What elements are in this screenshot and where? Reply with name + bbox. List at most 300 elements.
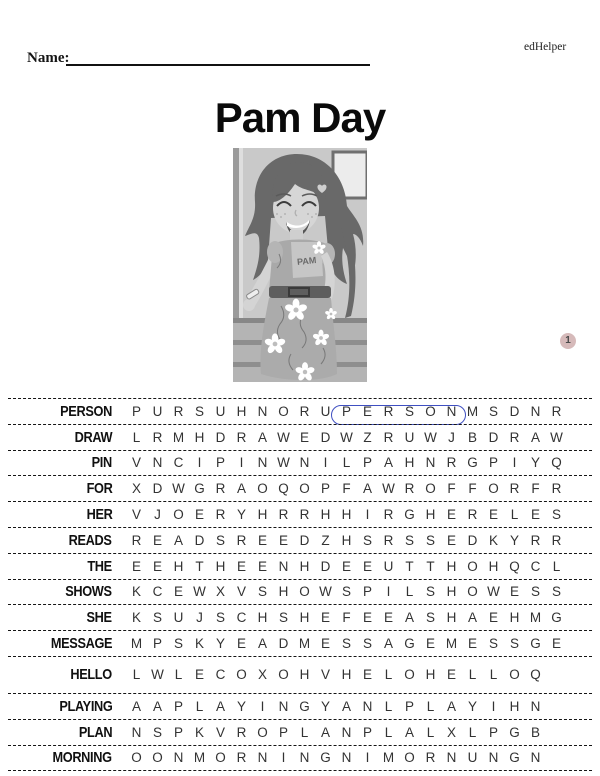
word-label: PIN xyxy=(91,454,112,472)
grid-letter: H xyxy=(446,610,457,626)
grid-letter: E xyxy=(299,429,309,445)
grid-letter: O xyxy=(278,403,289,419)
grid-letter: X xyxy=(257,667,267,683)
grid-letter: D xyxy=(320,429,331,445)
grid-letter: P xyxy=(341,403,351,419)
word-search-row xyxy=(8,450,592,476)
grid-letter: E xyxy=(551,636,561,652)
grid-letter: Y xyxy=(215,636,225,652)
grid-letter: I xyxy=(260,698,265,714)
grid-letter: A xyxy=(530,429,540,445)
grid-letter: I xyxy=(323,455,328,471)
grid-letter: H xyxy=(425,507,436,523)
grid-letter: W xyxy=(151,667,164,683)
grid-letter: L xyxy=(384,724,393,740)
grid-letter: N xyxy=(278,698,289,714)
grid-letter: L xyxy=(468,667,477,683)
letter-grid-row xyxy=(126,481,567,496)
grid-letter: P xyxy=(131,403,141,419)
grid-letter: N xyxy=(446,403,457,419)
grid-letter: V xyxy=(215,724,225,740)
grid-letter: Y xyxy=(530,455,540,471)
grid-letter: E xyxy=(488,610,498,626)
grid-letter: O xyxy=(131,750,142,766)
grid-letter: R xyxy=(509,429,520,445)
word-label: SHE xyxy=(86,609,112,627)
grid-letter: N xyxy=(341,750,352,766)
grid-letter: S xyxy=(425,584,435,600)
grid-letter: G xyxy=(299,698,310,714)
grid-letter: U xyxy=(404,429,415,445)
grid-letter: O xyxy=(404,667,415,683)
grid-letter: N xyxy=(488,750,499,766)
grid-letter: W xyxy=(550,429,563,445)
grid-letter: L xyxy=(384,667,393,683)
grid-letter: E xyxy=(173,584,183,600)
word-label: MESSAGE xyxy=(50,635,112,653)
letter-grid-row xyxy=(126,584,567,599)
grid-letter: A xyxy=(383,636,393,652)
letter-grid-row xyxy=(126,750,546,765)
grid-letter: O xyxy=(152,750,163,766)
grid-letter: V xyxy=(131,507,141,523)
word-label: HER xyxy=(86,506,112,524)
grid-letter: U xyxy=(215,403,226,419)
grid-letter: E xyxy=(152,532,162,548)
grid-letter: E xyxy=(446,507,456,523)
grid-letter: S xyxy=(341,636,351,652)
grid-letter: F xyxy=(447,481,456,497)
letter-grid-row xyxy=(126,725,546,740)
page-number-badge: 1 xyxy=(560,333,576,349)
grid-letter: E xyxy=(446,667,456,683)
grid-letter: P xyxy=(320,481,330,497)
grid-letter: M xyxy=(130,636,143,652)
grid-letter: P xyxy=(488,455,498,471)
word-search-row xyxy=(8,501,592,527)
word-search-row xyxy=(8,398,592,424)
word-label: SHOWS xyxy=(65,583,112,601)
grid-letter: R xyxy=(404,481,415,497)
grid-letter: H xyxy=(257,507,268,523)
grid-letter: L xyxy=(510,507,519,523)
word-search-row xyxy=(8,693,592,719)
grid-letter: S xyxy=(551,584,561,600)
grid-letter: O xyxy=(173,507,184,523)
grid-letter: D xyxy=(152,481,163,497)
grid-letter: S xyxy=(530,584,540,600)
word-search-row xyxy=(8,424,592,450)
grid-letter: S xyxy=(215,532,225,548)
name-label: Name: xyxy=(27,50,70,66)
grid-letter: P xyxy=(404,698,414,714)
grid-letter: M xyxy=(298,636,311,652)
grid-letter: J xyxy=(448,429,455,445)
grid-letter: S xyxy=(362,532,372,548)
grid-letter: P xyxy=(362,724,372,740)
dress-name-text: PAM xyxy=(296,255,317,268)
grid-letter: D xyxy=(488,429,499,445)
name-line xyxy=(66,47,370,66)
grid-letter: O xyxy=(509,667,520,683)
grid-letter: O xyxy=(236,667,247,683)
grid-letter: O xyxy=(425,481,436,497)
grid-letter: E xyxy=(362,558,372,574)
grid-letter: E xyxy=(278,532,288,548)
grid-letter: A xyxy=(131,698,141,714)
grid-letter: N xyxy=(530,750,541,766)
grid-letter: E xyxy=(236,558,246,574)
grid-letter: R xyxy=(551,403,562,419)
grid-letter: M xyxy=(529,610,542,626)
grid-letter: R xyxy=(278,507,289,523)
grid-letter: W xyxy=(277,455,290,471)
grid-letter: R xyxy=(215,481,226,497)
grid-letter: F xyxy=(531,481,540,497)
grid-letter: K xyxy=(131,584,141,600)
grid-letter: N xyxy=(173,750,184,766)
grid-letter: L xyxy=(489,667,498,683)
grid-letter: K xyxy=(488,532,498,548)
grid-letter: U xyxy=(320,403,331,419)
word-search-row xyxy=(8,553,592,579)
grid-letter: P xyxy=(278,724,288,740)
grid-letter: N xyxy=(530,698,541,714)
letter-grid-row xyxy=(126,430,567,445)
grid-letter: R xyxy=(236,429,247,445)
grid-letter: O xyxy=(257,481,268,497)
grid-letter: E xyxy=(362,667,372,683)
grid-letter: D xyxy=(299,532,310,548)
grid-letter: S xyxy=(194,403,204,419)
grid-letter: L xyxy=(426,724,435,740)
letter-grid-row xyxy=(126,455,567,470)
grid-letter: I xyxy=(491,698,496,714)
grid-letter: S xyxy=(425,532,435,548)
grid-letter: V xyxy=(320,667,330,683)
grid-letter: F xyxy=(342,481,351,497)
grid-letter: I xyxy=(281,750,286,766)
grid-letter: E xyxy=(488,507,498,523)
grid-letter: H xyxy=(194,429,205,445)
grid-letter: D xyxy=(278,636,289,652)
grid-letter: A xyxy=(215,698,225,714)
grid-letter: N xyxy=(446,750,457,766)
brand-text: edHelper xyxy=(524,41,567,53)
grid-letter: U xyxy=(383,558,394,574)
grid-letter: D xyxy=(194,532,205,548)
grid-letter: J xyxy=(154,507,161,523)
grid-letter: Y xyxy=(509,532,519,548)
grid-letter: E xyxy=(362,610,372,626)
word-label: FOR xyxy=(86,480,112,498)
grid-letter: E xyxy=(383,610,393,626)
grid-letter: H xyxy=(341,532,352,548)
word-search-row xyxy=(8,475,592,501)
grid-letter: H xyxy=(173,558,184,574)
grid-letter: N xyxy=(152,455,163,471)
grid-letter: D xyxy=(509,403,520,419)
grid-letter: I xyxy=(239,455,244,471)
grid-letter: Y xyxy=(320,698,330,714)
grid-letter: R xyxy=(530,532,541,548)
grid-letter: S xyxy=(278,610,288,626)
grid-letter: A xyxy=(404,724,414,740)
letter-grid-row xyxy=(126,636,567,651)
grid-letter: A xyxy=(404,610,414,626)
grid-letter: R xyxy=(551,481,562,497)
grid-letter: R xyxy=(131,532,142,548)
grid-letter: M xyxy=(172,429,185,445)
grid-letter: C xyxy=(173,455,184,471)
grid-letter: B xyxy=(530,724,540,740)
grid-letter: H xyxy=(509,610,520,626)
grid-letter: R xyxy=(299,507,310,523)
grid-letter: M xyxy=(193,750,206,766)
grid-letter: A xyxy=(341,698,351,714)
grid-letter: H xyxy=(257,610,268,626)
grid-letter: L xyxy=(132,429,141,445)
grid-letter: A xyxy=(257,429,267,445)
grid-letter: Q xyxy=(278,481,289,497)
grid-letter: O xyxy=(488,481,499,497)
grid-letter: P xyxy=(215,455,225,471)
grid-letter: L xyxy=(342,455,351,471)
grid-letter: R xyxy=(236,532,247,548)
grid-letter: P xyxy=(173,698,183,714)
grid-letter: T xyxy=(195,558,204,574)
grid-letter: G xyxy=(404,636,415,652)
word-label: DRAW xyxy=(74,428,112,446)
grid-letter: H xyxy=(488,558,499,574)
word-label: THE xyxy=(87,557,112,575)
letter-grid-row xyxy=(126,507,567,522)
grid-letter: W xyxy=(424,429,437,445)
word-search-row xyxy=(8,745,592,771)
letter-grid-row xyxy=(126,667,546,682)
grid-letter: P xyxy=(152,636,162,652)
grid-letter: S xyxy=(425,610,435,626)
page-title: Pam Day xyxy=(214,94,386,141)
grid-letter: N xyxy=(362,698,373,714)
grid-letter: F xyxy=(342,610,351,626)
grid-letter: T xyxy=(426,558,435,574)
grid-letter: N xyxy=(530,403,541,419)
word-label: PLAYING xyxy=(58,697,112,715)
grid-letter: A xyxy=(383,455,393,471)
word-label: PLAN xyxy=(78,723,112,741)
grid-letter: O xyxy=(404,750,415,766)
grid-letter: G xyxy=(551,610,562,626)
grid-letter: S xyxy=(152,610,162,626)
grid-letter: P xyxy=(173,724,183,740)
grid-letter: Q xyxy=(530,667,541,683)
grid-letter: O xyxy=(215,750,226,766)
word-search-row xyxy=(8,604,592,630)
grid-letter: O xyxy=(299,481,310,497)
grid-letter: M xyxy=(382,750,395,766)
grid-letter: T xyxy=(405,558,414,574)
grid-letter: Z xyxy=(363,429,372,445)
grid-letter: C xyxy=(152,584,163,600)
grid-letter: H xyxy=(446,584,457,600)
grid-letter: H xyxy=(299,667,310,683)
grid-letter: R xyxy=(215,507,226,523)
grid-letter: D xyxy=(215,429,226,445)
grid-letter: S xyxy=(551,507,561,523)
grid-letter: M xyxy=(466,403,479,419)
grid-letter: H xyxy=(509,698,520,714)
grid-letter: H xyxy=(425,667,436,683)
grid-letter: A xyxy=(320,724,330,740)
grid-letter: N xyxy=(299,455,310,471)
grid-letter: A xyxy=(257,636,267,652)
grid-letter: E xyxy=(446,532,456,548)
grid-letter: E xyxy=(425,636,435,652)
grid-letter: R xyxy=(236,750,247,766)
grid-letter: W xyxy=(340,429,353,445)
grid-letter: O xyxy=(299,584,310,600)
grid-letter: F xyxy=(468,481,477,497)
grid-letter: H xyxy=(341,667,352,683)
word-search-row xyxy=(8,630,592,656)
grid-letter: S xyxy=(215,610,225,626)
letter-grid-row xyxy=(126,404,567,419)
grid-letter: H xyxy=(341,507,352,523)
grid-letter: E xyxy=(320,636,330,652)
grid-letter: O xyxy=(467,584,478,600)
grid-letter: W xyxy=(277,429,290,445)
grid-letter: L xyxy=(300,724,309,740)
grid-letter: U xyxy=(152,403,163,419)
grid-letter: H xyxy=(446,558,457,574)
grid-letter: W xyxy=(172,481,185,497)
grid-letter: G xyxy=(320,750,331,766)
grid-letter: E xyxy=(194,507,204,523)
grid-letter: C xyxy=(215,667,226,683)
grid-letter: E xyxy=(362,403,372,419)
grid-letter: A xyxy=(467,610,477,626)
grid-letter: I xyxy=(365,507,370,523)
grid-letter: E xyxy=(320,610,330,626)
grid-letter: L xyxy=(195,698,204,714)
grid-letter: E xyxy=(194,667,204,683)
grid-letter: N xyxy=(425,455,436,471)
grid-letter: X xyxy=(131,481,141,497)
grid-letter: L xyxy=(384,698,393,714)
grid-letter: E xyxy=(341,558,351,574)
grid-letter: I xyxy=(365,750,370,766)
grid-letter: N xyxy=(341,724,352,740)
grid-letter: Z xyxy=(321,532,330,548)
grid-letter: J xyxy=(196,610,203,626)
grid-letter: V xyxy=(131,455,141,471)
grid-letter: K xyxy=(194,724,204,740)
grid-letter: S xyxy=(488,636,498,652)
grid-letter: G xyxy=(509,750,520,766)
grid-letter: S xyxy=(257,584,267,600)
grid-letter: S xyxy=(509,636,519,652)
grid-letter: R xyxy=(236,724,247,740)
grid-letter: L xyxy=(552,558,561,574)
letter-grid-row xyxy=(126,610,567,625)
grid-letter: E xyxy=(257,532,267,548)
word-search-row xyxy=(8,527,592,553)
grid-letter: A xyxy=(446,698,456,714)
grid-letter: E xyxy=(530,507,540,523)
letter-grid-row xyxy=(126,533,567,548)
grid-letter: N xyxy=(257,403,268,419)
grid-letter: S xyxy=(362,636,372,652)
grid-letter: O xyxy=(425,403,436,419)
grid-letter: W xyxy=(319,584,332,600)
grid-letter: L xyxy=(468,724,477,740)
grid-letter: N xyxy=(131,724,142,740)
grid-letter: H xyxy=(299,610,310,626)
grid-letter: Q xyxy=(509,558,520,574)
grid-letter: E xyxy=(467,636,477,652)
grid-letter: S xyxy=(173,636,183,652)
letter-grid-row xyxy=(126,699,546,714)
word-search-row xyxy=(8,719,592,745)
grid-letter: C xyxy=(236,610,247,626)
grid-letter: G xyxy=(509,724,520,740)
grid-letter: H xyxy=(278,584,289,600)
grid-letter: O xyxy=(467,558,478,574)
grid-letter: I xyxy=(386,584,391,600)
word-search-row xyxy=(8,579,592,605)
grid-letter: I xyxy=(197,455,202,471)
grid-letter: S xyxy=(341,584,351,600)
grid-letter: H xyxy=(404,455,415,471)
grid-letter: X xyxy=(215,584,225,600)
grid-letter: N xyxy=(278,558,289,574)
grid-letter: E xyxy=(131,558,141,574)
grid-letter: O xyxy=(278,667,289,683)
grid-letter: G xyxy=(194,481,205,497)
grid-letter: R xyxy=(467,507,478,523)
grid-letter: E xyxy=(152,558,162,574)
grid-letter: K xyxy=(131,610,141,626)
grid-letter: D xyxy=(320,558,331,574)
grid-letter: V xyxy=(236,584,246,600)
grid-letter: G xyxy=(467,455,478,471)
grid-letter: R xyxy=(299,403,310,419)
grid-letter: Q xyxy=(551,455,562,471)
letter-grid-row xyxy=(126,559,567,574)
grid-letter: W xyxy=(487,584,500,600)
grid-letter: G xyxy=(404,507,415,523)
grid-letter: E xyxy=(257,558,267,574)
pam-girl-drawing xyxy=(233,148,367,382)
grid-letter: A xyxy=(173,532,183,548)
grid-letter: X xyxy=(446,724,456,740)
word-search-row xyxy=(8,656,592,693)
grid-letter: P xyxy=(362,455,372,471)
word-label: READS xyxy=(69,531,112,549)
grid-letter: R xyxy=(173,403,184,419)
grid-letter: R xyxy=(383,403,394,419)
word-search xyxy=(8,398,592,771)
grid-letter: O xyxy=(257,724,268,740)
grid-letter: U xyxy=(173,610,184,626)
grid-letter: Y xyxy=(236,507,246,523)
grid-letter: A xyxy=(236,481,246,497)
grid-letter: S xyxy=(488,403,498,419)
grid-letter: U xyxy=(467,750,478,766)
grid-letter: L xyxy=(174,667,183,683)
grid-letter: N xyxy=(257,455,268,471)
